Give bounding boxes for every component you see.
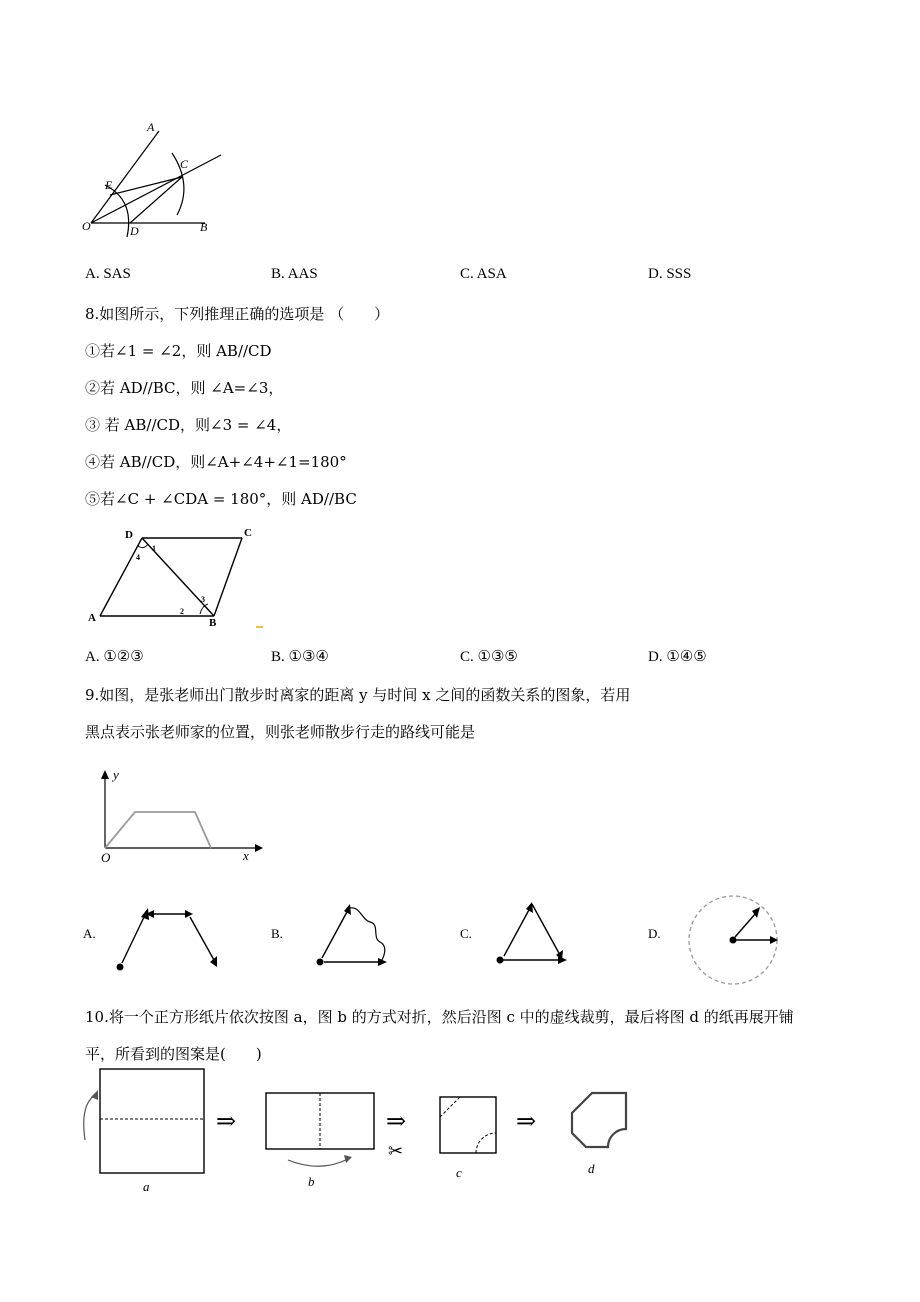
q7-label-O: O [82,219,91,233]
q8-label-C: C [244,527,252,539]
q10-label-b: b [308,1174,315,1189]
q7-option-b[interactable]: B. AAS [271,266,318,282]
q9-option-d[interactable]: D. [648,926,661,941]
q8-label-B: B [209,617,217,629]
q10-label-c: c [456,1165,462,1180]
scissors-icon: ✂ [388,1141,404,1161]
q8-label-D: D [125,529,133,541]
q7-option-a[interactable]: A. SAS [85,266,131,282]
q9-stem-line1: 9.如图，是张老师出门散步时离家的距离 y 与时间 x 之间的函数关系的图象，若用 [85,686,631,704]
q10-implies-arrow-3: ⇒ [516,1109,537,1135]
q7-label-A: A [147,120,155,134]
q8-label-1: 1 [152,544,156,553]
q8-label-3: 3 [201,595,205,604]
q8-statement-2: ②若 AD//BC，则 ∠A=∠3， [85,379,284,397]
q8-statement-1: ①若∠1 = ∠2，则 AB//CD [85,342,272,360]
q9-option-b[interactable]: B. [271,926,283,941]
q8-label-4: 4 [136,553,140,562]
q10-folding-figures [70,1065,650,1200]
q9-route-c [490,898,575,968]
q10-label-a: a [143,1179,150,1194]
q9-option-a[interactable]: A. [83,926,96,941]
q8-statement-5: ⑤若∠C + ∠CDA = 180°，则 AD//BC [85,490,357,508]
q8-label-A: A [88,612,96,624]
q9-axis-O: O [101,850,111,865]
q9-axis-x: x [243,848,249,863]
q9-option-c[interactable]: C. [460,926,472,941]
q8-statement-3: ③ 若 AB//CD，则∠3 = ∠4， [85,416,292,434]
q8-label-2: 2 [180,607,184,616]
q7-label-B: B [200,220,208,234]
q9-route-d [686,893,791,987]
q7-option-c[interactable]: C. ASA [460,266,507,282]
q10-implies-arrow-2: ⇒ [386,1109,407,1135]
q8-statement-4: ④若 AB//CD，则∠A+∠4+∠1=180° [85,453,347,471]
q10-stem-line2: 平，所看到的图案是( ) [85,1045,262,1063]
q7-label-D: D [130,224,139,238]
q10-implies-arrow-1: ⇒ [216,1109,237,1135]
q10-label-d: d [588,1161,595,1176]
q9-stem-line2: 黑点表示张老师家的位置，则张老师散步行走的路线可能是 [85,723,476,741]
q8-option-a[interactable]: A. ①②③ [85,649,144,665]
q7-label-E: E [105,178,113,192]
q7-construction-figure [75,115,235,245]
q8-stem: 8.如图所示，下列推理正确的选项是 （ ） [85,305,390,323]
q10-stem-line1: 10.将一个正方形纸片依次按图 a，图 b 的方式对折，然后沿图 c 中的虚线裁剪，最后将图 d 的纸再展开铺 [85,1008,794,1026]
q8-option-b[interactable]: B. ①③④ [271,649,329,665]
q9-route-a [110,900,225,975]
q9-axis-y: y [113,767,119,782]
q8-parallelogram-figure [82,522,272,630]
q9-route-b [310,900,395,970]
q8-option-c[interactable]: C. ①③⑤ [460,649,518,665]
q8-option-d[interactable]: D. ①④⑤ [648,649,707,665]
q7-label-C: C [180,157,189,171]
q9-distance-time-graph [95,765,275,865]
q7-option-d[interactable]: D. SSS [648,266,692,282]
